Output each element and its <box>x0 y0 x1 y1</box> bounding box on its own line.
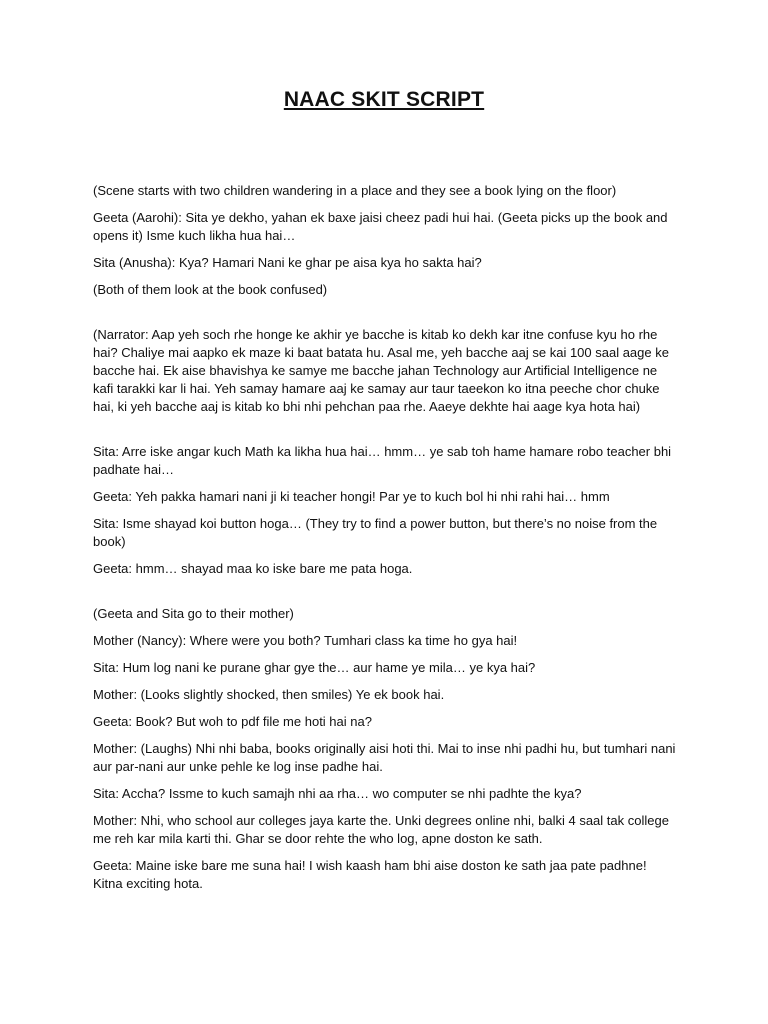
dialogue-line: Sita: Isme shayad koi button hoga… (They try to find a power button, but there’s no noise from the book) <box>93 516 658 549</box>
page-title: NAAC SKIT SCRIPT <box>283 88 485 111</box>
stage-direction: (Geeta and Sita go to their mother) <box>93 606 294 621</box>
dialogue-line: Mother (Nancy): Where were you both? Tumhari class ka time ho gya hai! <box>93 633 518 648</box>
dialogue-line: Geeta: Maine iske bare me suna hai! I wish kaash ham bhi aise doston ke sath jaa pate padhne! Kitna exciting hota. <box>93 858 647 891</box>
dialogue-line: Geeta: Book? But woh to pdf file me hoti hai na? <box>93 714 372 729</box>
dialogue-line: Geeta: hmm… shayad maa ko iske bare me pata hoga. <box>93 561 413 576</box>
dialogue-line: Mother: (Laughs) Nhi nhi baba, books originally aisi hoti thi. Mai to inse nhi padhi hu, but tumhari nani aur par-nani aur unke pehle ke log inse padhe hai. <box>93 741 676 774</box>
dialogue-line: Geeta: Yeh pakka hamari nani ji ki teacher hongi! Par ye to kuch bol hi nhi rahi hai… hmm <box>93 489 610 504</box>
script-body <box>93 182 678 902</box>
dialogue-line: Mother: Nhi, who school aur colleges jaya karte the. Unki degrees online nhi, balki 4 saal tak college me reh kar mila karti thi. Ghar se door rehte the who log, apne doston ke sath. <box>93 813 669 846</box>
stage-direction: (Scene starts with two children wandering in a place and they see a book lying on the floor) <box>93 183 617 198</box>
dialogue-line: Sita (Anusha): Kya? Hamari Nani ke ghar pe aisa kya ho sakta hai? <box>93 255 482 270</box>
dialogue-line: Mother: (Looks slightly shocked, then smiles) Ye ek book hai. <box>93 687 445 702</box>
narrator-paragraph: (Narrator: Aap yeh soch rhe honge ke akhir ye bacche is kitab ko dekh kar itne confuse kyu ho rhe hai? Chaliye mai aapko ek maze ki baat batata hu. Asal me, yeh bacche aaj se kai 100 saal aage ke bacche hai. Ek aise bhavishya ke samye me bacche jahan Technology aur Artificial Intelligence ne kafi tarakki kar li hai. Yeh samay hamare aaj ke samay aur taur taeekon ko itna peeche chor chuke hai, ki yeh bacche aaj is kitab ko bhi nhi pehchan paa rhe. Aaeye dekhte hai aage kya hota hai) <box>93 327 669 414</box>
dialogue-line: Sita: Hum log nani ke purane ghar gye the… aur hame ye mila… ye kya hai? <box>93 660 536 675</box>
dialogue-line: Sita: Arre iske angar kuch Math ka likha hua hai… hmm… ye sab toh hame hamare robo teacher bhi padhate hai… <box>93 444 672 477</box>
dialogue-line: Sita: Accha? Issme to kuch samajh nhi aa rha… wo computer se nhi padhte the kya? <box>93 786 582 801</box>
dialogue-line: Geeta (Aarohi): Sita ye dekho, yahan ek baxe jaisi cheez padi hui hai. (Geeta picks up the book and opens it) Isme kuch likha hua hai… <box>93 210 668 243</box>
stage-direction: (Both of them look at the book confused) <box>93 282 328 297</box>
